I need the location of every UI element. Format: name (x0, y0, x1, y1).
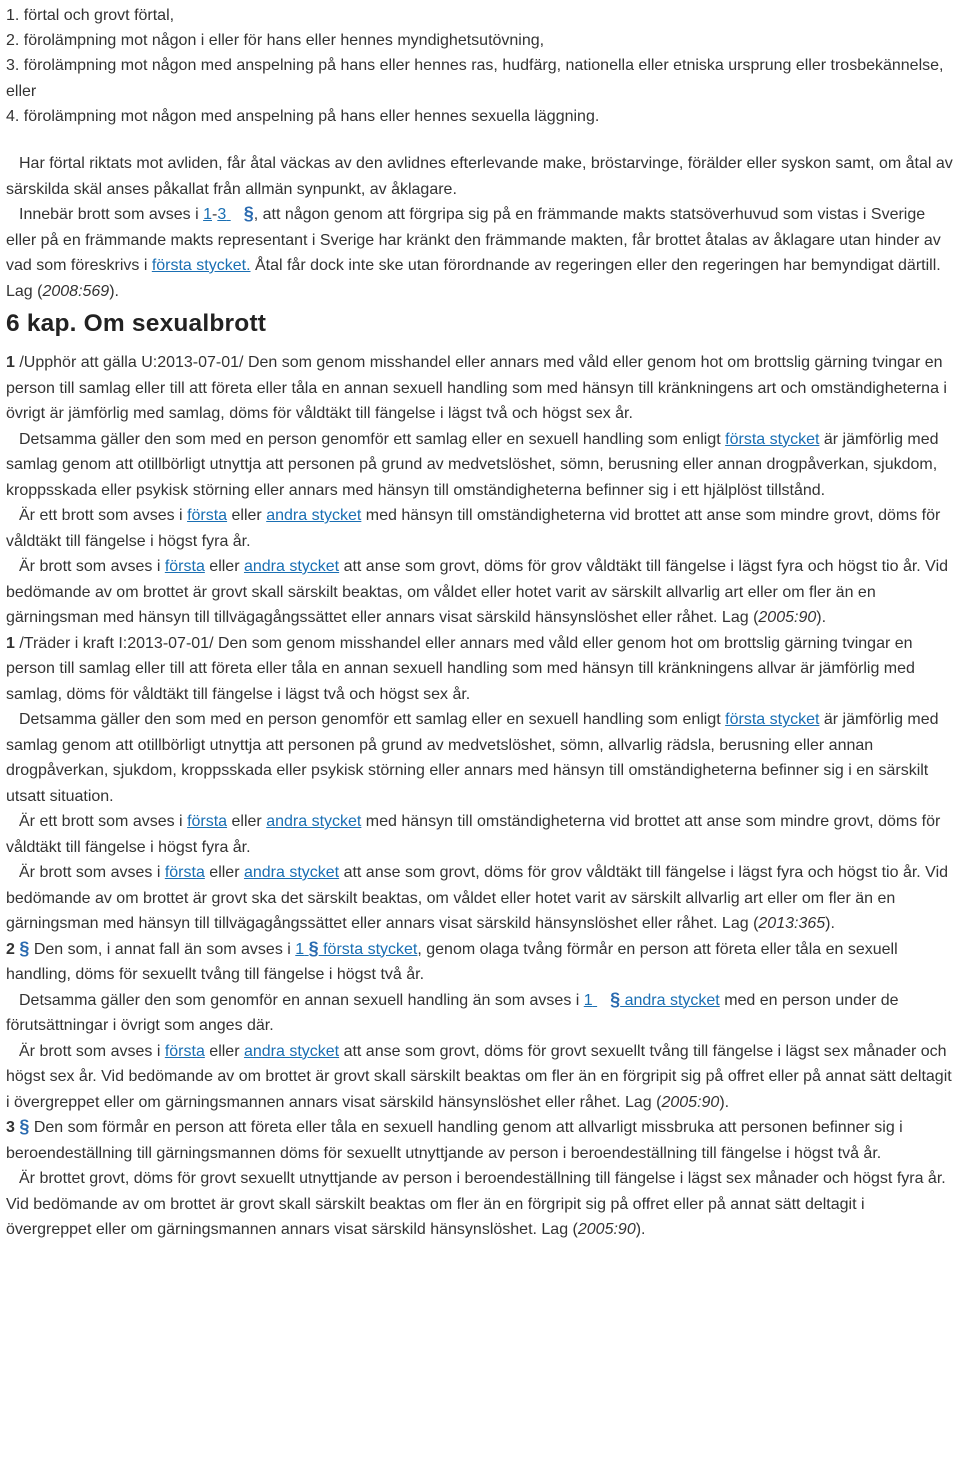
link-forsta[interactable]: första (164, 558, 205, 576)
offense-list (6, 0, 954, 129)
section-2-paragraph-2: Detsamma gäller den som genomför en annan sexuell handling än som avses i 1 § andra stycket med en person under de förutsättningar i övrigt som anges där. (6, 988, 899, 1035)
section-symbol-icon: § (243, 202, 254, 224)
law-reference: 2013:365 (758, 915, 826, 933)
section-number: 2 (6, 940, 15, 958)
list-item: 4. förolämpning mot någon med anspelning på hans eller hennes sexuella läggning. (6, 107, 600, 125)
link-forsta-stycket[interactable]: första stycket (725, 711, 820, 729)
section-1-old-paragraph-4: Är brott som avses i första eller andra stycket att anse som grovt, döms för grov våldtäkt till fängelse i lägst fyra och högst tio år. Vid bedömande av om brottet är grovt skall särskilt beaktas, om våldet eller hotet varit av särskilt allvarlig art eller om fler än en gärningsman med hänsyn till tillvägagångssättet eller annars visat särskild hänsynslöshet eller råhet. Lag (2005:90). (6, 558, 949, 627)
link-forsta[interactable]: första (164, 864, 205, 882)
law-reference: 2008:569 (42, 282, 110, 300)
section-number: 1 (6, 354, 15, 372)
section-symbol-icon: § (19, 937, 30, 959)
section-number: 1 (6, 634, 15, 652)
section-1-old: 1 /Upphör att gälla U:2013-07-01/ Den som genom misshandel eller annars med våld eller genom hot om brottslig gärning tvingar en person till samlag eller till att företa eller tåla en annan sexuell handling som med hänsyn till kränkningens art och omständigheterna i övrigt är jämförlig med samlag, döms för våldtäkt till fängelse i lägst två och högst sex år. (6, 354, 947, 423)
section-symbol-icon: § (19, 1115, 30, 1137)
list-item: 2. förolämpning mot någon i eller för hans eller hennes myndighetsutövning, (6, 32, 545, 50)
section-3-paragraph-2: Är brottet grovt, döms för grovt sexuellt utnyttjande av person i beroendeställning till fängelse i lägst sex månader och högst fyra år. Vid bedömande av om brottet är grovt skall särskilt beaktas om fler än en förgripit sig på offret eller på annat sätt deltagit i övergreppet eller om gärningsmannen annars visat särskild hänsynslöshet. Lag (2005:90). (6, 1170, 946, 1239)
section-1-new-paragraph-4: Är brott som avses i första eller andra stycket att anse som grovt, döms för grov våldtäkt till fängelse i lägst fyra och högst tio år. Vid bedömande av om brottet är grovt ska det särskilt beaktas, om våldet eller hotet varit av särskilt allvarlig art eller om fler än en gärningsman med hänsyn till tillvägagångssättet eller annars visat särskild hänsynslöshet eller råhet. Lag (2013:365). (6, 864, 949, 933)
law-reference: 2005:90 (661, 1093, 720, 1111)
section-number: 3 (6, 1119, 15, 1137)
link-andra-stycket[interactable]: andra stycket (266, 507, 362, 525)
section-1-new-paragraph-3: Är ett brott som avses i första eller andra stycket med hänsyn till omständigheterna vid brottet att anse som mindre grovt, döms för våldtäkt till fängelse i högst fyra år. (6, 813, 941, 856)
paragraph-foreign-power: Innebär brott som avses i 1-3 §, att någon genom att förgripa sig på en främmande makts statsöverhuvud som vistas i Sverige eller på en främmande makts representant i Sverige har kränkt den främmande makten, får brottet åtalas av åklagare utan hinder av vad som föreskrivs i första stycket. Åtal får dock inte ske utan förordnande av regeringen eller den regeringen har bemyndigat därtill. Lag (2008:569). (6, 202, 941, 300)
link-forsta[interactable]: första (187, 507, 228, 525)
section-1-new-paragraph-2: Detsamma gäller den som med en person genomför ett samlag eller en sexuell handling som enligt första stycket är jämförlig med samlag genom att otillbörligt utnyttja att personen på grund av medvetslöshet, sömn, allvarlig rädsla, berusning eller annan drogpåverkan, sjukdom, kroppsskada eller psykisk störning eller annars med hänsyn till omständigheterna befinner sig i en särskilt utsatt situation. (6, 711, 939, 805)
link-andra-stycket[interactable]: andra stycket (243, 864, 340, 882)
section-symbol-icon: § (610, 988, 621, 1010)
list-item: 1. förtal och grovt förtal, (6, 7, 175, 24)
section-3: 3 § Den som förmår en person att företa eller tåla en sexuell handling genom att allvarligt missbruka att personen befinner sig i beroendeställning till gärningsmannen döms för sexuellt utnyttjande av person i beroendeställning till fängelse i högst två år. (6, 1115, 903, 1162)
section-2: 2 § Den som, i annat fall än som avses i 1 § första stycket, genom olaga tvång förmår en person att företa eller tåla en sexuell handling, döms för sexuellt tvång till fängelse i högst två år. (6, 937, 898, 984)
link-forsta[interactable]: första (164, 1042, 205, 1060)
link-section-1[interactable]: 1 (203, 206, 212, 224)
link-andra-stycket[interactable]: andra stycket (266, 813, 362, 831)
link-section-1-forsta-stycket[interactable]: 1 § första stycket (295, 937, 418, 959)
section-1-new: 1 /Träder i kraft I:2013-07-01/ Den som genom misshandel eller annars med våld eller genom hot om brottslig gärning tvingar en person till samlag eller till att företa eller tåla en annan sexuell handling som med hänsyn till kränkningens allvar är jämförlig med samlag, döms för våldtäkt till fängelse i lägst två och högst sex år. (6, 634, 915, 703)
link-forsta-stycket[interactable]: första stycket (725, 430, 820, 448)
link-section-3[interactable]: 3 § (217, 202, 254, 224)
link-forsta[interactable]: första (187, 813, 228, 831)
link-andra-stycket[interactable]: andra stycket (243, 1042, 340, 1060)
section-2-paragraph-3: Är brott som avses i första eller andra stycket att anse som grovt, döms för grovt sexuellt tvång till fängelse i lägst sex månader och högst sex år. Vid bedömande av om brottet är grovt skall särskilt beaktas om fler än en förgripit sig på offret eller på annat sätt deltagit i övergreppet eller om gärningsmannen annars visat särskild hänsynslöshet eller råhet. Lag (2005:90). (6, 1042, 952, 1111)
list-item: 3. förolämpning mot någon med anspelning på hans eller hennes ras, hudfärg, nationella eller etniska ursprung eller trosbekännelse, eller (6, 57, 944, 100)
law-reference: 2005:90 (758, 609, 817, 627)
paragraph-deceased-defamation: Har förtal riktats mot avliden, får åtal väckas av den avlidnes efterlevande make, bröstarvinge, förälder eller syskon samt, om åtal av särskilda skäl anses påkallat från allmän synpunkt, av åklagare. (6, 155, 953, 198)
section-symbol-icon: § (308, 937, 319, 959)
section-1-old-paragraph-2: Detsamma gäller den som med en person genomför ett samlag eller en sexuell handling som enligt första stycket är jämförlig med samlag genom att otillbörligt utnyttja att personen på grund av medvetslöshet, sömn, berusning eller annan drogpåverkan, sjukdom, kroppsskada eller psykisk störning eller annars med hänsyn till omständigheterna befinner sig i ett hjälplöst tillstånd. (6, 430, 939, 499)
section-1-old-paragraph-3: Är ett brott som avses i första eller andra stycket med hänsyn till omständigheterna vid brottet att anse som mindre grovt, döms för våldtäkt till fängelse i högst fyra år. (6, 507, 941, 550)
link-section-1-andra-stycket[interactable]: 1 § andra stycket (583, 988, 720, 1010)
link-andra-stycket[interactable]: andra stycket (243, 558, 340, 576)
chapter-heading: 6 kap. Om sexualbrott (6, 310, 267, 338)
link-forsta-stycket[interactable]: första stycket. (151, 257, 251, 275)
law-reference: 2005:90 (577, 1221, 636, 1239)
